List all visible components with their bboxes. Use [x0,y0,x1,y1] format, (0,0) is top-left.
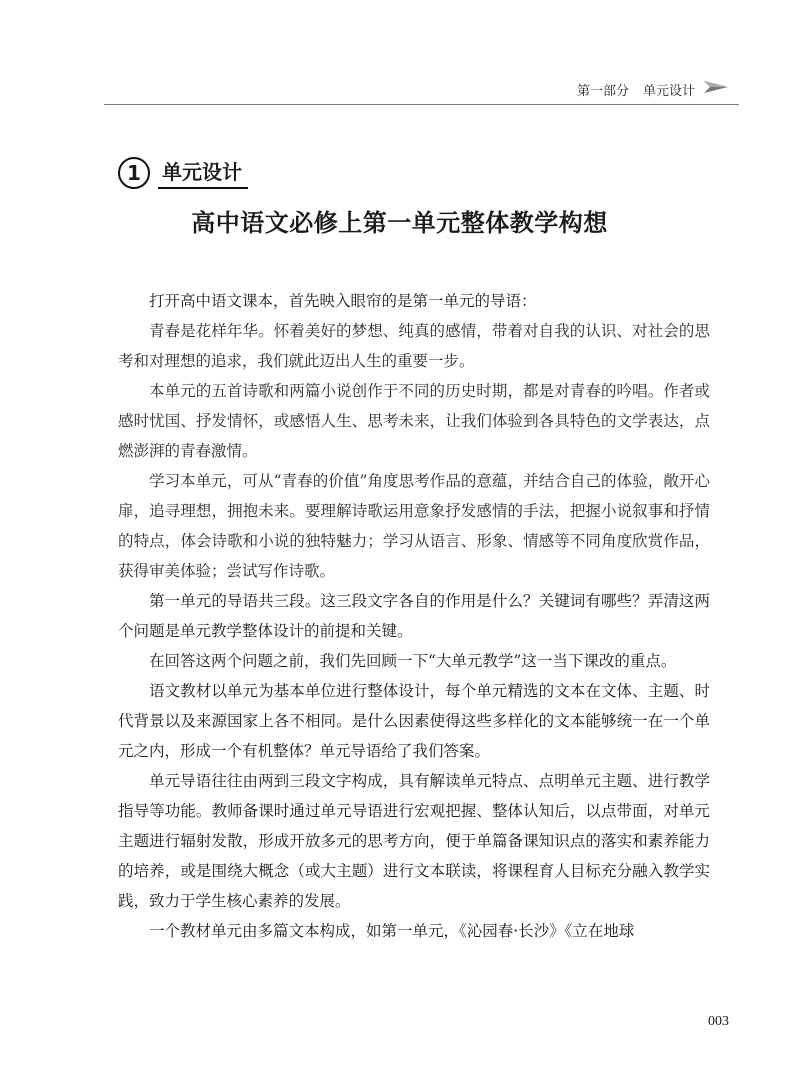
section-number-circle: 1 [118,157,150,189]
quote-paragraph: 青春是花样年华。怀着美好的梦想、纯真的感情，带着对自我的认识、对社会的思考和对理想的追求，我们就此迈出人生的重要一步。 [118,322,710,370]
quote-paragraph: 学习本单元，可从“青春的价值”角度思考作品的意蕴，并结合自己的体验，敞开心扉，追寻理想，拥抱未来。要理解诗歌运用意象抒发感情的手法，把握小说叙事和抒情的特点，体会诗歌和小说的独特魅力；学习从语言、形象、情感等不同角度欣赏作品，获得审美体验；尝试写作诗歌。 [118,472,710,580]
section-heading [118,156,248,189]
paragraph: 一个教材单元由多篇文本构成，如第一单元，《沁园春·长沙》《立在地球 [149,922,635,940]
paragraph: 语文教材以单元为基本单位进行整体设计，每个单元精选的文本在文体、主题、时代背景以及来源国家上各不相同。是什么因素使得这些多样化的文本能够统一在一个单元之内，形成一个有机整体？单元导语给了我们答案。 [118,682,710,760]
running-header [577,78,729,100]
paper-plane-arrow-icon [703,78,729,100]
running-header-part: 第一部分 [576,83,629,99]
paragraph: 打开高中语文课本，首先映入眼帘的是第一单元的导语： [149,292,537,310]
paragraph: 第一单元的导语共三段。这三段文字各自的作用是什么？关键词有哪些？弄清这两个问题是单元教学整体设计的前提和关键。 [118,592,710,640]
document-title: 高中语文必修上第一单元整体教学构想 [191,208,608,237]
paragraph: 在回答这两个问题之前，我们先回顾一下“大单元教学”这一当下课改的重点。 [149,652,677,670]
running-header-section: 单元设计 [642,83,695,99]
header-rule [104,104,739,105]
page-number: 003 [708,1014,729,1029]
body-text [118,286,710,946]
quote-paragraph: 本单元的五首诗歌和两篇小说创作于不同的历史时期，都是对青春的吟唱。作者或感时忧国、抒发情怀，或感悟人生、思考未来，让我们体验到各具特色的文学表达，点燃澎湃的青春激情。 [118,382,710,460]
section-title: 单元设计 [158,156,248,189]
paragraph: 单元导语往往由两到三段文字构成，具有解读单元特点、点明单元主题、进行教学指导等功能。教师备课时通过单元导语进行宏观把握、整体认知后，以点带面，对单元主题进行辐射发散，形成开放多元的思考方向，便于单篇备课知识点的落实和素养能力的培养，或是围绕大概念（或大主题）进行文本联读，将课程育人目标充分融入教学实践，致力于学生核心素养的发展。 [118,772,710,910]
